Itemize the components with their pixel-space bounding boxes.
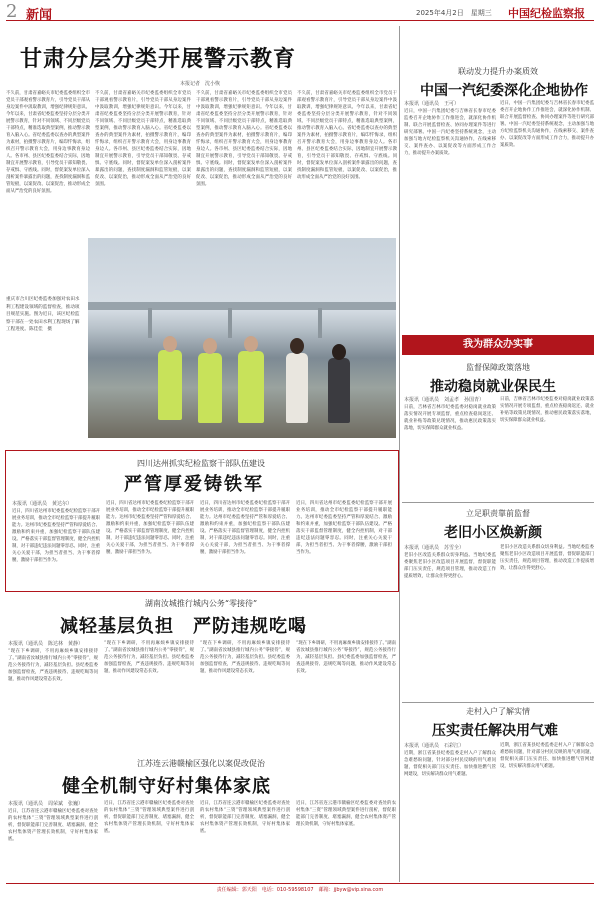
footer-text: 责任编辑：郭天阳 电话：010-59598107 邮箱：jjbyw@vip.sina.com: [216, 887, 384, 893]
article5-title: 中国一汽纪委深化企地协作: [420, 83, 588, 99]
article3-kicker: 湖南汝城推行城内公务“零接待”: [144, 599, 258, 608]
article6-body-col2: 日前，吉林省吉林市纪委监委对稳岗就业政策落实情况开展专项监督，重点检查稳岗返还、就业补贴等政策兑现情况，推动惠民政策落实落地，切实保障群众就业权益。: [500, 397, 594, 423]
section-divider: [402, 502, 594, 503]
article2-body-col1: 近日，四川省达州市纪委监委纪检监察干部开展业务培训，推动全市纪检监察干部提升履职能力。达州市纪委监委坚持严管和厚爱结合、激励和约束并重，加强纪检监察干部队伍建设。严格落实干部监督管理制度，健全内控机制，对干部违纪违法问题零容忍。同时，注重关心关爱干部，为担当者担当、为干事者撑腰，激励干部担当作为。: [12, 509, 100, 563]
article1-body-col2: 不久前，甘肃省嘉峪关市纪委监委组织全市党员干部观看警示教育片，引导党员干部从身边案件中汲取教训，增强纪律规矩意识。今年以来，甘肃省纪委监委坚持分层分类开展警示教育，针对不同领域、不同层级党员干部特点，精准选取典型案例，推动警示教育入脑入心。省纪委监委以查办的典型案件为素材，拍摄警示教育片，编印忏悔录，组织召开警示教育大会，用身边事教育身边人。各市州、县区纪委监委结合实际，因地制宜开展警示教育，引导党员干部知敬畏、存戒惧、守底线。同时，督促案发单位深入剖析案件暴露出的问题，查找制度漏洞和监管短板，以案促改、以案促治，推动形成全面从严治党的良好氛围。: [95, 91, 191, 187]
article4-body-col2: 近日，江苏省连云港市赣榆区纪委监委对查处的农村集体“三资”管理领域典型案件进行剖析，督促职能部门完善制度、堵塞漏洞，健全农村集体资产管理长效机制，守好村集体家底。: [104, 801, 194, 834]
photo-person-head: [203, 338, 217, 354]
article3-body-col2: “现在下乡调研，不用再麻烦乡镇安排接待了。”湖南省汝城县推行城内公务“零接待”，规范公务接待行为，减轻基层负担。县纪委监委加强监督检查，严查违规接待、违规吃喝等问题，推动作风建设常态长效。: [104, 641, 194, 674]
newspaper-logo: 中国纪检监察报: [508, 7, 585, 20]
page-number: 2: [6, 1, 18, 22]
article8-byline: 本报讯（通讯员 石彩江）: [404, 743, 465, 749]
article1-byline: 本报记者 沈小恢: [180, 81, 221, 87]
article3-byline: 本报讯（通讯员 陈达林 黄静）: [8, 641, 84, 647]
photo-pillar: [148, 308, 152, 338]
column-divider: [399, 26, 400, 882]
article1-body-col1: 不久前，甘肃省嘉峪关市纪委监委组织全市党员干部观看警示教育片，引导党员干部从身边案件中汲取教训，增强纪律规矩意识。今年以来，甘肃省纪委监委坚持分层分类开展警示教育，针对不同领域、不同层级党员干部特点，精准选取典型案例，推动警示教育入脑入心。省纪委监委以查办的典型案件为素材，拍摄警示教育片，编印忏悔录，组织召开警示教育大会，用身边事教育身边人。各市州、县区纪委监委结合实际，因地制宜开展警示教育，引导党员干部知敬畏、存戒惧、守底线。同时，督促案发单位深入剖析案件暴露出的问题，查找制度漏洞和监管短板，以案促改、以案促治，推动形成全面从严治党的良好氛围。: [6, 91, 90, 194]
article6-title: 推动稳岗就业保民生: [430, 379, 556, 395]
issue-date: 2025年4月2日 星期三: [416, 9, 492, 17]
article7-body-col1: 老旧小区改造关系群众切身利益。当地纪委监委聚焦老旧小区改造项目开展监督，督促职能部门压实责任，规范项目管理，推动改造工作提质增效，让群众住得更舒心。: [404, 553, 496, 579]
article8-body-col2: 近期，浙江省某县纪委监委走村入户了解群众急难愁盼问题，针对部分村民反映的用气难问题，督促相关部门压实责任、加快推进燃气管网建设，切实解决群众用气难题。: [500, 743, 594, 769]
article3-body-col3: “现在下乡调研，不用再麻烦乡镇安排接待了。”湖南省汝城县推行城内公务“零接待”，规范公务接待行为，减轻基层负担。县纪委监委加强监督检查，严查违规接待、违规吃喝等问题，推动作风建设常态长效。: [200, 641, 290, 674]
article4-kicker: 江苏连云港赣榆区强化以案促改促治: [137, 759, 265, 768]
article4-body-col3: 近日，江苏省连云港市赣榆区纪委监委对查处的农村集体“三资”管理领域典型案件进行剖析，督促职能部门完善制度、堵塞漏洞，健全农村集体资产管理长效机制，守好村集体家底。: [200, 801, 290, 834]
article5-body-col2: 近日，中国一汽集团纪委与吉林省长春市纪委监委召开企地协作工作推进会，就深化协作机制、联合开展监督检查、协同办理案件等进行研究部署。中国一汽纪委坚持系统观念，主动加强与地方纪检监察机关沟通协作，在线索移交、案件查办、以案促改等方面形成工作合力，推动提升办案质效。: [500, 101, 594, 148]
photo-bridge: [88, 302, 396, 310]
news-photo: [88, 238, 396, 438]
photo-person: [158, 350, 182, 420]
article7-kicker: 立足职责靠前监督: [466, 509, 530, 518]
section-name: 新闻: [26, 8, 53, 23]
article6-byline: 本报讯（通讯员 刘孟孝 孙国青）: [404, 397, 485, 403]
article6-body-col1: 日前，吉林省吉林市纪委监委对稳岗就业政策落实情况开展专项监督，重点检查稳岗返还、就业补贴等政策兑现情况，推动惠民政策落实落地，切实保障群众就业权益。: [404, 405, 496, 431]
photo-pillar: [228, 308, 232, 338]
section-divider: [402, 702, 594, 703]
article6-kicker: 监督保障政策落地: [466, 363, 530, 372]
article4-body-col1: 近日，江苏省连云港市赣榆区纪委监委对查处的农村集体“三资”管理领域典型案件进行剖析，督促职能部门完善制度、堵塞漏洞，健全农村集体资产管理长效机制，守好村集体家底。: [8, 809, 98, 842]
article4-byline: 本报讯（通讯员 周荣斌 张巍）: [8, 801, 84, 807]
photo-person: [286, 353, 308, 423]
footer-rule: [6, 883, 594, 884]
article4-title: 健全机制守好村集体家底: [62, 776, 271, 797]
article2-body-col3: 近日，四川省达州市纪委监委纪检监察干部开展业务培训，推动全市纪检监察干部提升履职能力。达州市纪委监委坚持严管和厚爱结合、激励和约束并重，加强纪检监察干部队伍建设。严格落实干部监督管理制度，健全内控机制，对干部违纪违法问题零容忍。同时，注重关心关爱干部，为担当者担当、为干事者撑腰，激励干部担当作为。: [200, 501, 290, 555]
photo-caption: 重庆市合川区纪委监委加强对农田水利工程建设领域的监督检查，推动项目规范实施。图为近日，该区纪检监察干部在一处农田水利工程现场了解工程进度。陈佳佳 摄: [6, 297, 80, 332]
article5-byline: 本报讯（通讯员 王可）: [404, 101, 460, 107]
article3-title: 减轻基层负担 严防违规吃喝: [60, 616, 307, 637]
article7-title: 老旧小区焕新颜: [444, 525, 542, 541]
article7-body-col2: 老旧小区改造关系群众切身利益。当地纪委监委聚焦老旧小区改造项目开展监督，督促职能部门压实责任，规范项目管理，推动改造工作提质增效，让群众住得更舒心。: [500, 545, 594, 571]
column-banner: 我为群众办实事: [402, 335, 594, 355]
article8-body-col1: 近期，浙江省某县纪委监委走村入户了解群众急难愁盼问题，针对部分村民反映的用气难问题，督促相关部门压实责任、加快推进燃气管网建设，切实解决群众用气难题。: [404, 751, 496, 777]
article5-kicker: 联动发力提升办案质效: [458, 67, 538, 76]
article5-body-col1: 近日，中国一汽集团纪委与吉林省长春市纪委监委召开企地协作工作推进会，就深化协作机制、联合开展监督检查、协同办理案件等进行研究部署。中国一汽纪委坚持系统观念，主动加强与地方纪检监察机关沟通协作，在线索移交、案件查办、以案促改等方面形成工作合力，推动提升办案质效。: [404, 109, 496, 156]
article1-body-col4: 不久前，甘肃省嘉峪关市纪委监委组织全市党员干部观看警示教育片，引导党员干部从身边案件中汲取教训，增强纪律规矩意识。今年以来，甘肃省纪委监委坚持分层分类开展警示教育，针对不同领域、不同层级党员干部特点，精准选取典型案例，推动警示教育入脑入心。省纪委监委以查办的典型案件为素材，拍摄警示教育片，编印忏悔录，组织召开警示教育大会，用身边事教育身边人。各市州、县区纪委监委结合实际，因地制宜开展警示教育，引导党员干部知敬畏、存戒惧、守底线。同时，督促案发单位深入剖析案件暴露出的问题，查找制度漏洞和监管短板，以案促改、以案促治，推动形成全面从严治党的良好氛围。: [297, 91, 397, 180]
article2-body-col4: 近日，四川省达州市纪委监委纪检监察干部开展业务培训，推动全市纪检监察干部提升履职能力。达州市纪委监委坚持严管和厚爱结合、激励和约束并重，加强纪检监察干部队伍建设。严格落实干部监督管理制度，健全内控机制，对干部违纪违法问题零容忍。同时，注重关心关爱干部，为担当者担当、为干事者撑腰，激励干部担当作为。: [296, 501, 392, 555]
photo-person: [328, 358, 350, 423]
page-header: [0, 0, 600, 22]
article3-body-col4: “现在下乡调研，不用再麻烦乡镇安排接待了。”湖南省汝城县推行城内公务“零接待”，规范公务接待行为，减轻基层负担。县纪委监委加强监督检查，严查违规接待、违规吃喝等问题，推动作风建设常态长效。: [296, 641, 396, 674]
article4-body-col4: 近日，江苏省连云港市赣榆区纪委监委对查处的农村集体“三资”管理领域典型案件进行剖析，督促职能部门完善制度、堵塞漏洞，健全农村集体资产管理长效机制，守好村集体家底。: [296, 801, 396, 827]
photo-person: [198, 353, 222, 423]
article2-title: 严管厚爱铸铁军: [124, 474, 264, 495]
article2-byline: 本报讯（通讯员 黄达尔）: [12, 501, 73, 507]
header-rule: [6, 20, 594, 21]
article3-body-col1: “现在下乡调研，不用再麻烦乡镇安排接待了。”湖南省汝城县推行城内公务“零接待”，规范公务接待行为，减轻基层负担。县纪委监委加强监督检查，严查违规接待、违规吃喝等问题，推动作风建设常态长效。: [8, 649, 98, 682]
article2-body-col2: 近日，四川省达州市纪委监委纪检监察干部开展业务培训，推动全市纪检监察干部提升履职能力。达州市纪委监委坚持严管和厚爱结合、激励和约束并重，加强纪检监察干部队伍建设。严格落实干部监督管理制度，健全内控机制，对干部违纪违法问题零容忍。同时，注重关心关爱干部，为担当者担当、为干事者撑腰，激励干部担当作为。: [106, 501, 194, 555]
article7-byline: 本报讯（通讯员 苏雪全）: [404, 545, 465, 551]
photo-person-head: [332, 344, 346, 360]
page-footer: [0, 886, 600, 893]
photo-person-head: [163, 336, 177, 352]
photo-person-head: [290, 338, 304, 354]
photo-person-head: [244, 336, 258, 352]
photo-pillar: [318, 308, 322, 338]
article8-kicker: 走村入户了解实情: [466, 707, 530, 716]
photo-person: [238, 351, 264, 423]
article1-title: 甘肃分层分类开展警示教育: [20, 46, 297, 72]
article2-kicker: 四川达州抓实纪检监察干部队伍建设: [137, 459, 265, 468]
article1-body-col3: 不久前，甘肃省嘉峪关市纪委监委组织全市党员干部观看警示教育片，引导党员干部从身边案件中汲取教训，增强纪律规矩意识。今年以来，甘肃省纪委监委坚持分层分类开展警示教育，针对不同领域、不同层级党员干部特点，精准选取典型案例，推动警示教育入脑入心。省纪委监委以查办的典型案件为素材，拍摄警示教育片，编印忏悔录，组织召开警示教育大会，用身边事教育身边人。各市州、县区纪委监委结合实际，因地制宜开展警示教育，引导党员干部知敬畏、存戒惧、守底线。同时，督促案发单位深入剖析案件暴露出的问题，查找制度漏洞和监管短板，以案促改、以案促治，推动形成全面从严治党的良好氛围。: [196, 91, 292, 187]
article8-title: 压实责任解决用气难: [432, 723, 558, 739]
